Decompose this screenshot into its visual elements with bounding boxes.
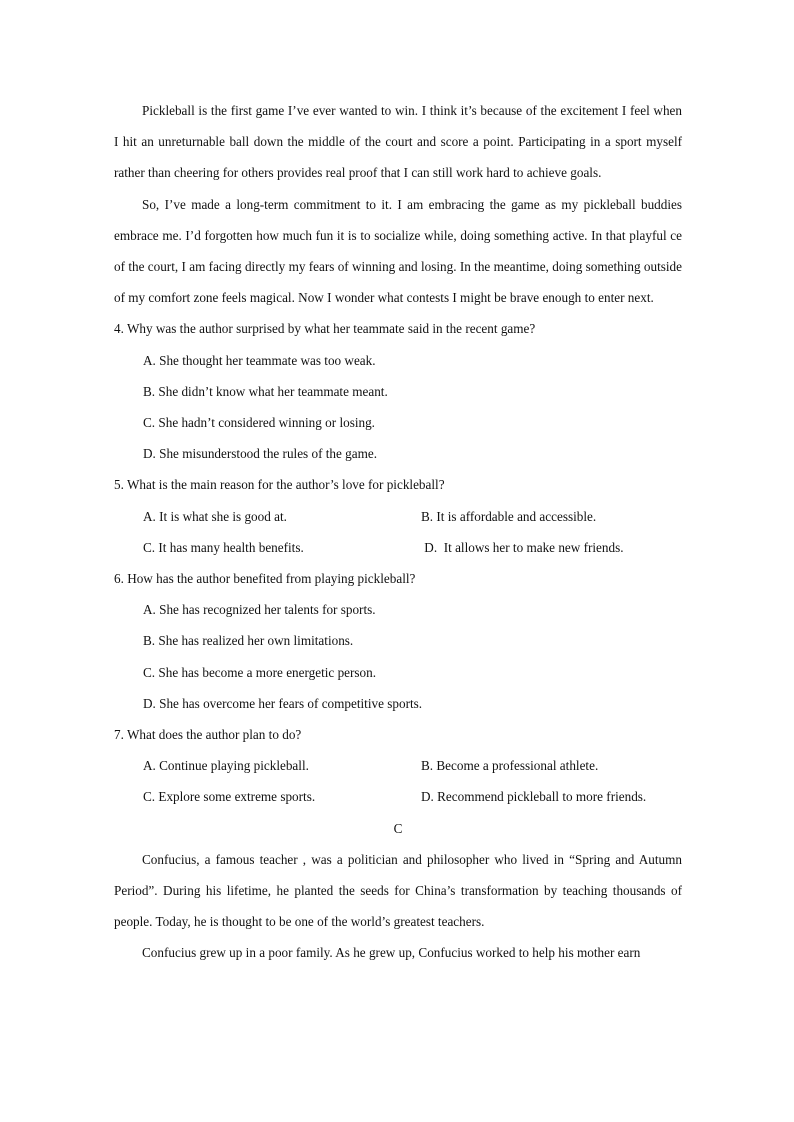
option-row [114,781,682,812]
option-c[interactable]: C. She has become a more energetic person. [143,664,377,680]
passage-paragraph: Confucius, a famous teacher , was a politician and philosopher who lived in “Spring and Autumn Period”. During his lifetime, he planted the seeds for China’s transformation by teaching thousands of people. Today, he is thought to be one of the world’s greatest teachers. [114,851,682,930]
passage-paragraph: Confucius grew up in a poor family. As he grew up, Confucius worked to help his mother earn [142,945,641,961]
question-stem: 5. What is the main reason for the author’s love for pickleball? [114,477,445,493]
option-a[interactable]: A. Continue playing pickleball. [143,758,309,774]
option-row [114,501,682,532]
option-d[interactable]: D. She misunderstood the rules of the game. [143,446,378,462]
option-row [114,532,682,563]
question-stem: 6. How has the author benefited from playing pickleball? [114,571,416,587]
option-b[interactable]: B. It is affordable and accessible. [421,508,597,524]
option-row [114,750,682,781]
option-b[interactable]: B. She didn’t know what her teammate meant. [143,383,388,399]
passage-paragraph: Pickleball is the first game I’ve ever wanted to win. I think it’s because of the excitement I feel when I hit an unreturnable ball down the middle of the court and score a point. Participating in a sport myself rather than cheering for others provides real proof that I can still work hard to achieve goals. [114,103,682,181]
question-4 [114,313,682,469]
option-a[interactable]: A. She thought her teammate was too weak. [143,352,376,368]
question-stem: 7. What does the author plan to do? [114,727,302,743]
question-stem: 4. Why was the author surprised by what her teammate said in the recent game? [114,321,536,337]
option-a[interactable]: A. It is what she is good at. [143,508,287,524]
question-7 [114,719,682,813]
option-d[interactable]: D. It allows her to make new friends. [421,539,624,555]
option-a[interactable]: A. She has recognized her talents for sports. [143,602,376,618]
passage-b [114,95,682,313]
question-5 [114,469,682,563]
option-d[interactable]: D. She has overcome her fears of competitive sports. [143,695,423,711]
section-heading: C [393,820,403,836]
option-b[interactable]: B. Become a professional athlete. [421,758,599,774]
exam-page [114,95,682,969]
option-d[interactable]: D. Recommend pickleball to more friends. [421,789,647,805]
section-c [114,813,682,969]
option-c[interactable]: C. She hadn’t considered winning or losing. [143,415,375,431]
option-c[interactable]: C. It has many health benefits. [143,539,304,555]
passage-paragraph: So, I’ve made a long-term commitment to it. I am embracing the game as my pickleball buddies embrace me. I’d forgotten how much fun it is to socialize while, doing something active. In that playful ce of the court, I am facing directly my fears of winning and losing. In the meantime, doing something outside of my comfort zone feels magical. Now I wonder what contests I might be brave enough to enter next. [114,196,682,306]
option-c[interactable]: C. Explore some extreme sports. [143,789,316,805]
question-6 [114,563,682,719]
option-b[interactable]: B. She has realized her own limitations. [143,633,354,649]
